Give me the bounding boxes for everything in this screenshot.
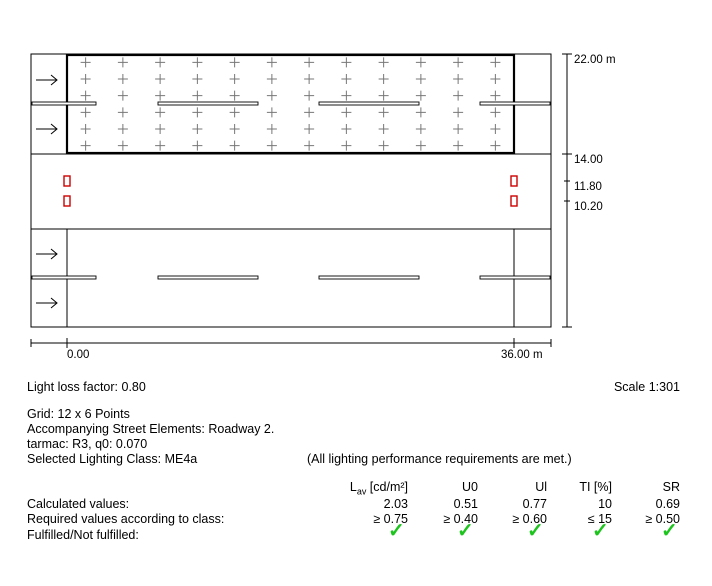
grid-point — [379, 74, 389, 84]
required-ti: ≤ 15 — [587, 512, 612, 526]
lighting-class: Selected Lighting Class: ME4a — [27, 452, 198, 466]
direction-arrow-icon — [36, 75, 57, 308]
grid-point — [304, 141, 314, 151]
grid-point — [81, 57, 91, 67]
grid-point — [230, 91, 240, 101]
grid-point — [304, 91, 314, 101]
grid-point — [453, 141, 463, 151]
dimension-label-14: 14.00 — [574, 154, 603, 166]
header-ul: Ul — [535, 480, 547, 494]
lower-roadway — [31, 229, 551, 327]
grid-point — [267, 91, 277, 101]
grid-point — [230, 74, 240, 84]
calculated-u0: 0.51 — [453, 497, 478, 511]
grid-point — [490, 124, 500, 134]
calculated-lav: 2.03 — [383, 497, 408, 511]
calculation-grid — [81, 57, 501, 150]
dimension-label-22m: 22.00 m — [574, 54, 616, 66]
requirements-met-note: (All lighting performance requirements are met.) — [307, 452, 572, 466]
header-ti: TI [%] — [579, 480, 612, 494]
grid-point — [267, 107, 277, 117]
grid-point — [379, 91, 389, 101]
grid-point — [192, 107, 202, 117]
grid-point — [304, 107, 314, 117]
grid-point — [416, 124, 426, 134]
grid-point — [416, 107, 426, 117]
grid-point — [341, 107, 351, 117]
check-icon-u0: ✓ — [457, 520, 474, 542]
required-sr: ≥ 0.50 — [645, 512, 680, 526]
grid-info: Grid: 12 x 6 Points — [27, 407, 130, 421]
grid-point — [416, 74, 426, 84]
grid-point — [118, 141, 128, 151]
grid-point — [453, 124, 463, 134]
grid-point — [81, 141, 91, 151]
grid-point — [304, 74, 314, 84]
fulfilled-row-label: Fulfilled/Not fulfilled: — [27, 528, 139, 542]
horizontal-dimension-line — [31, 338, 551, 348]
grid-point — [118, 124, 128, 134]
grid-point — [267, 124, 277, 134]
grid-point — [379, 124, 389, 134]
header-sr: SR — [662, 480, 680, 494]
grid-point — [267, 141, 277, 151]
grid-point — [379, 107, 389, 117]
grid-point — [453, 91, 463, 101]
grid-point — [490, 74, 500, 84]
grid-point — [155, 57, 165, 67]
dimension-label-11-80: 11.80 — [574, 181, 602, 193]
check-icon-ul: ✓ — [527, 520, 544, 542]
dimension-label-start: 0.00 — [67, 349, 90, 361]
grid-point — [192, 141, 202, 151]
check-icon-ti: ✓ — [592, 520, 609, 542]
grid-point — [230, 57, 240, 67]
grid-point — [267, 57, 277, 67]
required-lav: ≥ 0.75 — [373, 512, 408, 526]
check-icon-sr: ✓ — [661, 520, 678, 542]
luminaire-icon — [64, 176, 517, 206]
grid-point — [490, 141, 500, 151]
scale-label: Scale 1:301 — [613, 380, 680, 394]
grid-point — [81, 74, 91, 84]
grid-point — [341, 124, 351, 134]
grid-point — [416, 57, 426, 67]
grid-point — [81, 107, 91, 117]
grid-point — [490, 57, 500, 67]
grid-point — [304, 124, 314, 134]
grid-point — [341, 91, 351, 101]
grid-point — [341, 141, 351, 151]
calculated-ul: 0.77 — [522, 497, 547, 511]
grid-point — [192, 57, 202, 67]
grid-point — [155, 141, 165, 151]
calculated-row-label: Calculated values: — [27, 497, 130, 511]
grid-point — [304, 57, 314, 67]
grid-point — [230, 124, 240, 134]
lower-lane-divider — [32, 276, 550, 279]
grid-point — [453, 74, 463, 84]
grid-point — [81, 91, 91, 101]
upper-roadway — [31, 54, 551, 154]
header-u0: U0 — [462, 480, 478, 494]
light-loss-factor: Light loss factor: 0.80 — [27, 380, 146, 394]
grid-point — [155, 91, 165, 101]
calculated-sr: 0.69 — [655, 497, 680, 511]
grid-point — [490, 107, 500, 117]
grid-point — [416, 91, 426, 101]
header-lav-sub: av — [356, 486, 367, 497]
grid-point — [230, 107, 240, 117]
header-lav-unit: [cd/m²] — [366, 480, 408, 494]
grid-point — [453, 107, 463, 117]
accompanying-elements: Accompanying Street Elements: Roadway 2. — [27, 422, 275, 436]
upper-lane-divider — [32, 102, 550, 105]
dimension-label-10-20: 10.20 — [574, 201, 603, 213]
grid-point — [118, 57, 128, 67]
required-row-label: Required values according to class: — [27, 512, 225, 526]
vertical-dimension-line — [562, 54, 572, 327]
grid-point — [155, 74, 165, 84]
grid-point — [379, 57, 389, 67]
calculated-ti: 10 — [598, 497, 612, 511]
grid-point — [341, 57, 351, 67]
grid-point — [118, 107, 128, 117]
required-ul: ≥ 0.60 — [512, 512, 547, 526]
tarmac-info: tarmac: R3, q0: 0.070 — [27, 437, 148, 451]
required-u0: ≥ 0.40 — [443, 512, 478, 526]
dimension-label-end: 36.00 m — [501, 349, 543, 361]
grid-point — [192, 91, 202, 101]
accompanying-street-strip — [31, 154, 551, 229]
grid-point — [453, 57, 463, 67]
evaluation-field — [67, 55, 514, 153]
check-icon-lav: ✓ — [388, 520, 405, 542]
header-lav-symbol: L — [349, 480, 357, 494]
grid-point — [192, 124, 202, 134]
grid-point — [267, 74, 277, 84]
grid-point — [379, 141, 389, 151]
grid-point — [416, 141, 426, 151]
grid-point — [490, 91, 500, 101]
grid-point — [341, 74, 351, 84]
grid-point — [118, 74, 128, 84]
grid-point — [230, 141, 240, 151]
grid-point — [192, 74, 202, 84]
grid-point — [118, 91, 128, 101]
grid-point — [155, 107, 165, 117]
grid-point — [155, 124, 165, 134]
grid-point — [81, 124, 91, 134]
